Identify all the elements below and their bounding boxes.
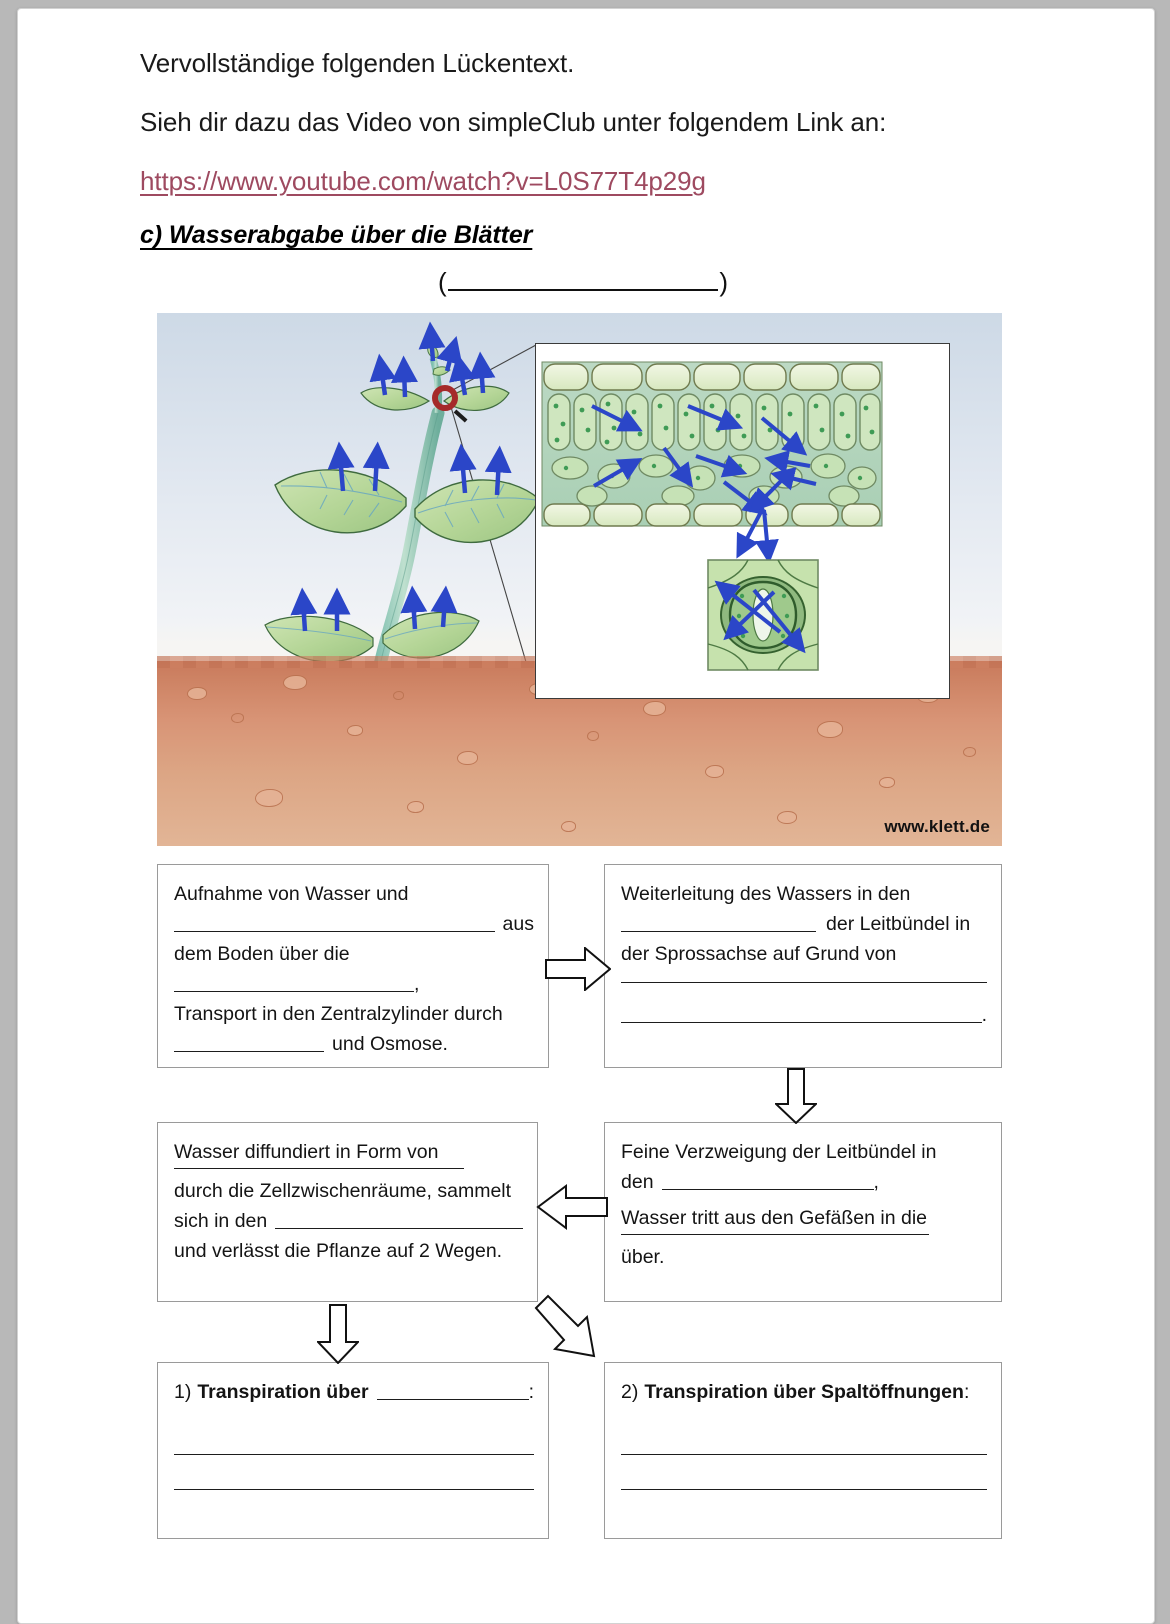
answer-blank[interactable] — [448, 288, 719, 291]
branching-line-5: über. — [621, 1246, 665, 1268]
worksheet-page — [17, 8, 1155, 1624]
arrow-left-branching-to-diffusion — [536, 1184, 608, 1230]
uptake-line-6-suffix: und Osmose. — [332, 1033, 448, 1055]
uptake-line-4 — [174, 969, 534, 999]
flow-box-transpiration-1 — [157, 1362, 549, 1539]
answer-blank[interactable] — [621, 1488, 987, 1490]
transpiration-2-title — [621, 1377, 987, 1407]
flow-box-branching — [604, 1122, 1002, 1302]
branching-line-1: Feine Verzweigung der Leitbündel in — [621, 1141, 937, 1163]
transpiration-2-number: 2) — [621, 1381, 639, 1403]
section-heading: c) Wasserabgabe über die Blätter — [140, 221, 533, 249]
transport-line-5 — [621, 1000, 987, 1030]
diffusion-line-4-prefix: sich in den — [174, 1210, 268, 1232]
transpiration-1-suffix: : — [528, 1381, 534, 1403]
answer-blank[interactable] — [174, 1453, 534, 1455]
answer-blank[interactable] — [377, 1398, 529, 1400]
answer-blank[interactable] — [621, 1453, 987, 1455]
uptake-line-2 — [174, 909, 534, 939]
transpiration-1-title — [174, 1377, 534, 1407]
diffusion-line-2 — [174, 1167, 523, 1176]
flow-box-uptake — [157, 864, 549, 1068]
arrow-down-diffusion-to-transpiration-1 — [317, 1304, 359, 1364]
diffusion-line-3: durch die Zellzwischenräume, sammelt — [174, 1180, 512, 1202]
arrow-diagonal-to-transpiration-2 — [534, 1294, 616, 1372]
uptake-line-5: Transport in den Zentralzylinder durch — [174, 1003, 503, 1025]
transport-line-3: der Sprossachse auf Grund von — [621, 943, 897, 965]
transpiration-2-answer-1 — [621, 1453, 987, 1462]
answer-blank[interactable] — [174, 1167, 464, 1169]
uptake-line-4-suffix: , — [414, 973, 420, 995]
transpiration-1-answer-2 — [174, 1488, 534, 1497]
transport-line-2-suffix: der Leitbündel in — [826, 913, 971, 935]
answer-blank[interactable] — [621, 1021, 982, 1023]
answer-blank[interactable] — [662, 1188, 874, 1190]
answer-blank[interactable] — [174, 930, 495, 932]
leaf-cross-section-inset — [535, 343, 950, 699]
instruction-text: Vervollständige folgenden Lückentext. — [140, 48, 575, 78]
paren-open: ( — [438, 267, 447, 297]
uptake-line-3: dem Boden über die — [174, 943, 350, 965]
diffusion-line-5: und verlässt die Pflanze auf 2 Wegen. — [174, 1240, 503, 1262]
paren-close: ) — [719, 267, 728, 297]
arrow-right-uptake-to-transport — [545, 947, 611, 991]
transpiration-2-label: Transpiration über Spaltöffnungen — [644, 1381, 964, 1403]
title-blank-line — [438, 267, 728, 298]
transpiration-1-label: Transpiration über — [197, 1381, 369, 1403]
answer-blank[interactable] — [275, 1227, 523, 1229]
diffusion-line-4 — [174, 1206, 523, 1236]
branching-line-2-prefix: den — [621, 1171, 654, 1193]
transport-line-2 — [621, 909, 987, 939]
flow-box-transpiration-2 — [604, 1362, 1002, 1539]
transpiration-2-suffix: : — [963, 1381, 970, 1403]
flow-box-diffusion — [157, 1122, 538, 1302]
answer-blank[interactable] — [174, 990, 414, 992]
plant-transpiration-diagram — [157, 313, 1002, 846]
branching-line-2 — [621, 1167, 987, 1197]
answer-blank[interactable] — [621, 930, 816, 932]
uptake-line-1: Aufnahme von Wasser und — [174, 883, 409, 905]
transport-line-5-suffix: . — [981, 1004, 987, 1026]
uptake-line-6 — [174, 1029, 534, 1059]
answer-blank[interactable] — [174, 1050, 324, 1052]
branching-line-2-suffix: , — [873, 1171, 879, 1193]
flow-box-transport — [604, 864, 1002, 1068]
transport-line-1: Weiterleitung des Wassers in den — [621, 883, 911, 905]
diffusion-line-1: Wasser diffundiert in Form von — [174, 1141, 439, 1163]
answer-blank[interactable] — [621, 981, 987, 983]
watermark-klett: www.klett.de — [884, 817, 990, 836]
transport-line-4 — [621, 981, 987, 990]
uptake-line-2-suffix: aus — [502, 913, 534, 935]
arrow-down-transport-to-branching — [775, 1068, 817, 1124]
transpiration-2-answer-2 — [621, 1488, 987, 1497]
answer-blank[interactable] — [621, 1233, 929, 1235]
magnifier-lens — [432, 385, 458, 411]
youtube-link[interactable]: https://www.youtube.com/watch?v=L0S77T4p29g — [140, 166, 706, 196]
video-hint-text: Sieh dir dazu das Video von simpleClub unter folgendem Link an: — [140, 107, 887, 137]
branching-line-4 — [621, 1233, 987, 1242]
transpiration-1-answer-1 — [174, 1453, 534, 1462]
branching-line-3: Wasser tritt aus den Gefäßen in die — [621, 1207, 928, 1229]
transpiration-1-number: 1) — [174, 1381, 192, 1403]
answer-blank[interactable] — [174, 1488, 534, 1490]
